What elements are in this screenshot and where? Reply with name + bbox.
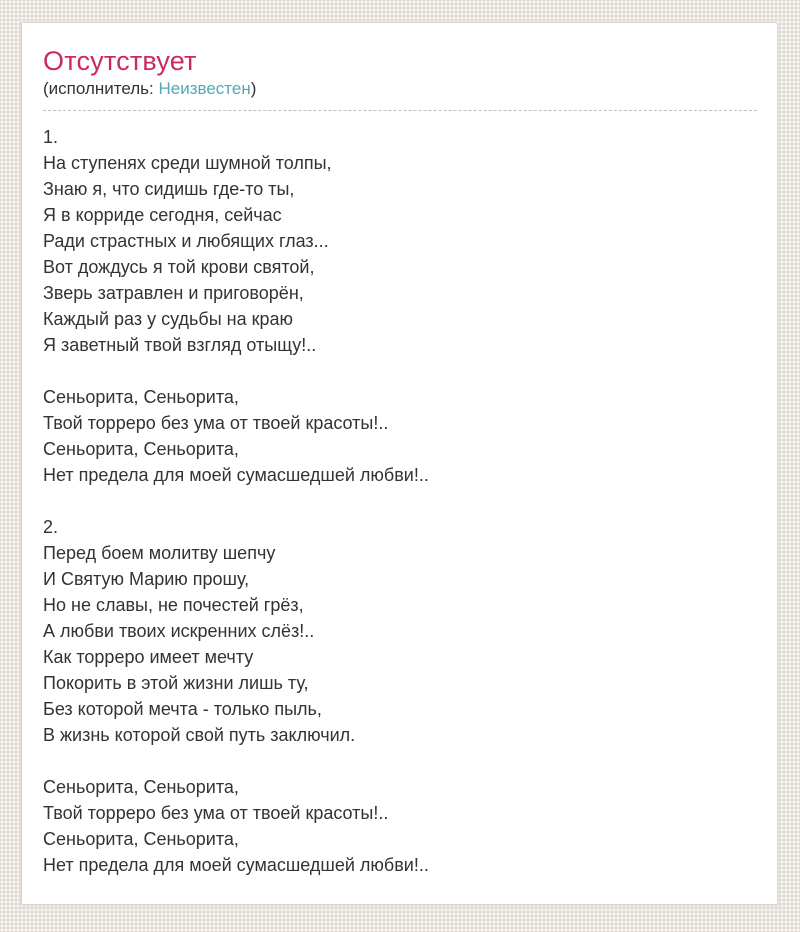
lyric-line: Вот дождусь я той крови святой, [43,257,315,277]
artist-label-suffix: ) [250,79,257,98]
lyric-line: И Святую Марию прошу, [43,569,250,589]
lyric-line: Зверь затравлен и приговорён, [43,283,304,303]
lyric-line: Как торреро имеет мечту [43,647,254,667]
lyric-line: Ради страстных и любящих глаз... [43,231,329,251]
lyric-line: Покорить в этой жизни лишь ту, [43,673,309,693]
stanza-chorus-1 [43,384,757,488]
lyric-line: Каждый раз у судьбы на краю [43,309,293,329]
lyric-line: Сеньорита, Сеньорита, [43,387,239,407]
artist-link[interactable]: Неизвестен [158,79,251,98]
stanza-verse-2 [43,514,757,748]
lyrics-section [43,111,757,878]
artist-line [43,79,757,111]
page-background [0,22,800,932]
lyric-line: Но не славы, не почестей грёз, [43,595,304,615]
stanza-verse-1 [43,124,757,358]
lyric-line: Перед боем молитву шепчу [43,543,276,563]
page-title: Отсутствует [43,46,197,76]
lyric-line: Сеньорита, Сеньорита, [43,777,239,797]
lyric-line: Сеньорита, Сеньорита, [43,829,239,849]
song-card [21,22,778,905]
lyric-line: Сеньорита, Сеньорита, [43,439,239,459]
lyric-line: Я заветный твой взгляд отыщу!.. [43,335,317,355]
lyric-line: Без которой мечта - только пыль, [43,699,322,719]
lyric-line: 2. [43,517,59,537]
lyric-line: Нет предела для моей сумасшедшей любви!.. [43,465,429,485]
lyric-line: Твой торреро без ума от твоей красоты!.. [43,803,389,823]
lyric-line: В жизнь которой свой путь заключил. [43,725,356,745]
lyric-line: На ступенях среди шумной толпы, [43,153,332,173]
lyric-line: Нет предела для моей сумасшедшей любви!.. [43,855,429,875]
lyric-line: А любви твоих искренних слёз!.. [43,621,315,641]
lyric-line: 1. [43,127,59,147]
lyric-line: Знаю я, что сидишь где-то ты, [43,179,295,199]
lyric-line: Твой торреро без ума от твоей красоты!.. [43,413,389,433]
stanza-chorus-2 [43,774,757,878]
artist-label-prefix: (исполнитель: [43,79,159,98]
lyric-line: Я в корриде сегодня, сейчас [43,205,282,225]
